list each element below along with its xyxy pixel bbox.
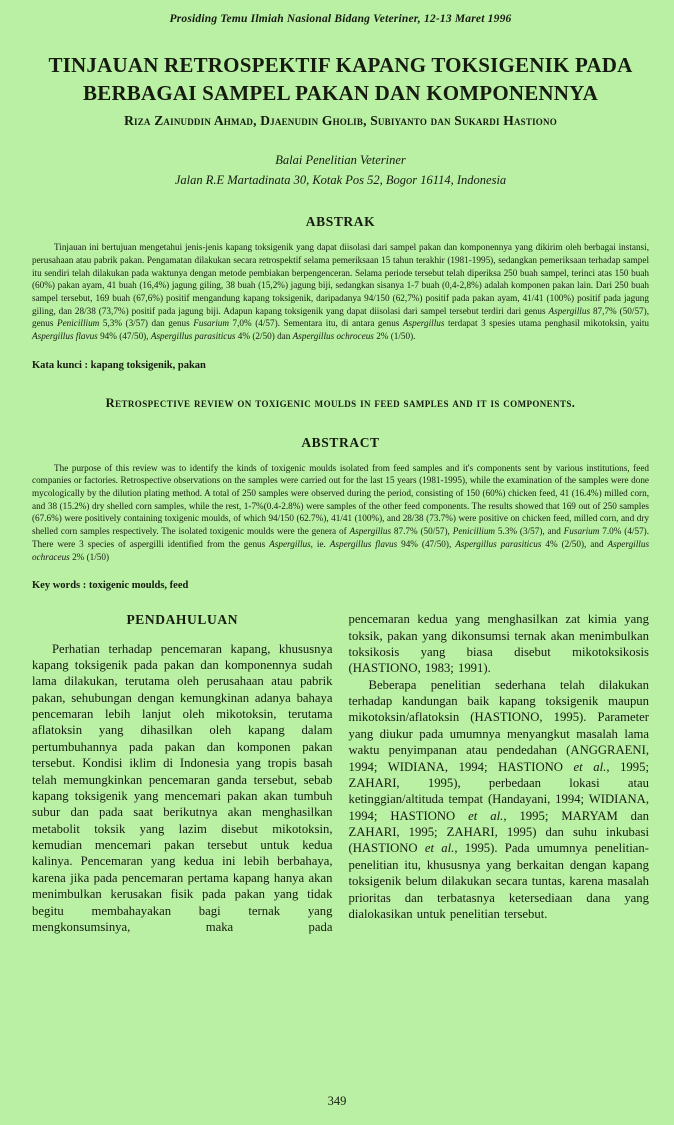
abstrak-paragraph: Tinjauan ini bertujuan mengetahui jenis-jenis kapang toksigenik yang dapat diisolasi dari sampel pakan dan komponennya yang dikirim oleh berbagai instansi, perusahaan atau pabrik pakan. Pengamatan dilakukan secara retrospektif selama pemeriksaan 15 tahun terakhir (1981-1995), sedangkan pemeriksaan terhadap sampel itu sendiri telah dilakukan pada waktunya dengan metode pembiakan berpengenceran. Selama periode tersebut telah diperiksa 250 buah sampel, terinci atas 150 buah (60%) pakan ayam, 41 buah (16,4%) jagung giling, 38 buah (15,2%) jagung biji, sedangkan sisanya 1-7 buah (0,4-2,8%) adalah komponen pakan lain. Dari 250 buah sampel tersebut, 169 buah (67,6%) positif mengandung kapang toksigenik, daripadanya 94/150 (62,7%) positif pada pakan ayam, 41/41 (100%) positif pada jagung giling, dan 28/38 (73,7%) positif pada jagung biji. Adapun kapang toksigenik yang dapat diisolasi dari sampel tersebut terdiri dari genus Aspergillus 87,7% (50/57), genus Penicillium 5,3% (3/57) dan genus Fusarium 7,0% (4/57). Sementara itu, di antara genus Aspergillus terdapat 3 spesies utama penghasil mikotoksin, yaitu Aspergillus flavus 94% (47/50), Aspergillus parasiticus 4% (2/50) dan Aspergillus ochroceus 2% (1/50). [32,242,649,341]
left-column [32,611,333,935]
affiliation-address: Jalan R.E Martadinata 30, Kotak Pos 52, Bogor 16114, Indonesia [174,172,507,187]
body-columns [32,611,649,935]
running-header: Prosiding Temu Ilmiah Nasional Bidang Veteriner, 12-13 Maret 1996 [169,13,512,25]
abstract-paragraph: The purpose of this review was to identify the kinds of toxigenic moulds isolated from feed samples and it's components sent by various institutions, feed companies or factories. Retrospective observations on the samples were carried out for the last 15 years (1981-1995), while the examination of the samples were done mycologically by the dilution plating method. A total of 250 samples were observed during the period, consisting of 150 (60%) chicken feed, 41 (16.4%) milled corn, and 38 (15.2%) dry shelled corn samples, while the rest, 1-7%(0.4-2.8%) were samples of the other feed components. The results showed that 169 out of 250 samples (67.6%) were positively containing toxigenic moulds, of which 94/150 (62.7%), 41/41 (100%), and 28/38 (73.7%) were positive on chicken feed, milled corn, and dry shelled corn samples respectively. The isolated toxigenic moulds were the genera of Aspergillus 87.7% (50/57), Penicillium 5.3% (3/57), and Fusarium 7.0% (4/57). There were 3 species of aspergilli identified from the genus Aspergillus, ie. Aspergillus flavus 94% (47/50), Aspergillus parasiticus 4% (2/50), and Aspergillus ochraceus 2% (1/50) [32,462,650,562]
kata-kunci-line: Kata kunci : kapang toksigenik, pakan [32,359,206,371]
page-number: 349 [327,1094,347,1108]
abstract-heading: ABSTRACT [301,434,380,450]
key-words-line: Key words : toxigenic moulds, feed [32,580,189,592]
intro-paragraph-right-2: Beberapa penelitian sederhana telah dilakukan terhadap kandungan baik kapang toksigenik maupun mikotoksin/aflatoksin (HASTIONO, 1995). Parameter yang diukur pada umumnya menyangkut masalah lama waktu penyimpanan atau pendedahan (ANGGRAENI, 1994; WIDIANA, 1994; HASTIONO et al., 1995; ZAHARI, 1995), perbedaan lokasi atau ketinggian/altituda tempat (Handayani, 1994; WIDIANA, 1994; HASTIONO et al., 1995; MARYAM dan ZAHARI, 1995; ZAHARI, 1995) dan suhu inkubasi (HASTIONO et al., 1995). Pada umumnya penelitian-penelitian itu, khususnya yang berkaitan dengan kapang toksigenik belum dilakukan secara tuntas, karena masalah prioritas dan terbatasnya ketersediaan dana yang dialokasikan untuk penelitian tersebut. [348,677,649,921]
right-column [349,611,650,935]
abstrak-heading: ABSTRAK [305,214,376,230]
authors-line: Riza Zainuddin Ahmad, Djaenudin Gholib, Subiyanto dan Sukardi Hastiono [124,113,557,129]
affiliation-institution: Balai Penelitian Veteriner [275,153,406,168]
paper-title: TINJAUAN RETROSPEKTIF KAPANG TOKSIGENIK PADA BERBAGAI SAMPEL PAKAN DAN KOMPONENNYA [48,53,633,105]
english-title: Retrospective review on toxigenic moulds in feed samples and it is components. [105,395,576,410]
intro-paragraph-left: Perhatian terhadap pencemaran kapang, khususnya kapang toksigenik pada pakan dan komponennya sudah lama dilakukan, terutama oleh perusahaan atau pabrik pakan, sehubungan dengan kemungkinan adanya bahaya pencemaran lebih lanjut oleh mikotoksin, terutama aflatoksin yang dihasilkan oleh kapang dalam pertumbuhannya pada pakan dan komponen pakan tersebut. Kondisi iklim di Indonesia yang tropis basah telah memungkinkan pencemaran ganda tersebut, sebab kapang toksigenik yang mencemari pakan akan tumbuh subur dan pada saat berikutnya akan menghasilkan metabolit toksik yang lazim disebut mikotoksin, kemudian mencemari pakan tersebut untuk kedua kalinya. Pencemaran yang kedua ini lebih berbahaya, karena jika pada pencemaran pertama kapang hanya akan menimbulkan kerusakan fisik pada pakan yang tidak begitu membahayakan bagi ternak yang mengkonsumsinya, maka pada [32,641,333,934]
pendahuluan-heading: PENDAHULUAN [126,612,239,628]
intro-paragraph-right-1: pencemaran kedua yang menghasilkan zat kimia yang toksik, pakan yang dikonsumsi ternak akan menimbulkan toksikosis yang biasa disebut mikotoksikosis (HASTIONO, 1983; 1991). [348,612,649,676]
affiliation-block [32,151,649,190]
